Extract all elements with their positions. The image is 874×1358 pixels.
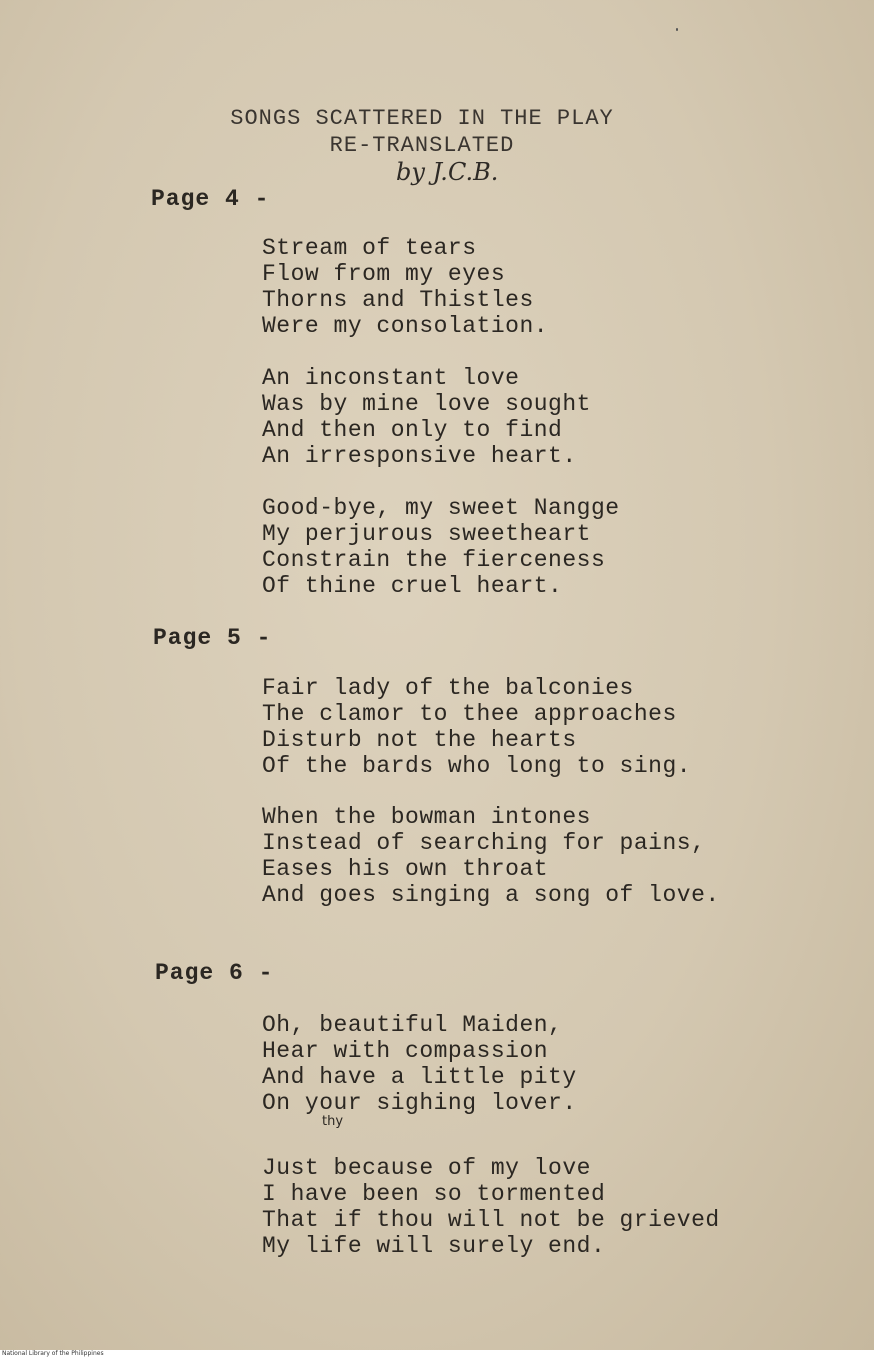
verse-line: Thorns and Thistles [262, 287, 534, 313]
footer-credit: National Library of the Philippines [0, 1350, 874, 1358]
verse-line: Good-bye, my sweet Nangge [262, 495, 620, 521]
verse-line: Flow from my eyes [262, 261, 506, 287]
verse-line: And goes singing a song of love. [262, 882, 720, 908]
verse-line: And then only to find [262, 417, 563, 443]
verse-line: Fair lady of the balconies [262, 675, 634, 701]
ink-speck [676, 28, 678, 31]
verse-line: Just because of my love [262, 1155, 591, 1181]
verse-line: When the bowman intones [262, 804, 591, 830]
verse-line: Were my consolation. [262, 313, 549, 339]
verse-line: That if thou will not be grieved [262, 1207, 720, 1233]
verse-line: Oh, beautiful Maiden, [262, 1012, 563, 1038]
stanza-p4-3 [262, 495, 620, 599]
verse-line: Instead of searching for pains, [262, 830, 706, 856]
verse-line: Disturb not the hearts [262, 727, 577, 753]
verse-line: Of thine cruel heart. [262, 573, 563, 599]
verse-line: On your sighing lover. [262, 1090, 577, 1116]
verse-line: Eases his own throat [262, 856, 549, 882]
handwritten-correction: thy [322, 1114, 344, 1129]
handwritten-signature: by J.C.B. [396, 158, 499, 186]
verse-line: Of the bards who long to sing. [262, 753, 692, 779]
verse-line: Hear with compassion [262, 1038, 549, 1064]
document-subtitle: RE-TRANSLATED [329, 133, 515, 158]
verse-line: My life will surely end. [262, 1233, 606, 1259]
stanza-p4-2 [262, 365, 591, 469]
verse-line: I have been so tormented [262, 1181, 606, 1207]
stanza-p6-1 [262, 1012, 577, 1116]
verse-line: The clamor to thee approaches [262, 701, 677, 727]
stanza-p4-1 [262, 235, 548, 339]
verse-line: Was by mine love sought [262, 391, 591, 417]
page-label-4: Page 4 - [151, 186, 270, 212]
page-label-6: Page 6 - [155, 960, 274, 986]
verse-line: And have a little pity [262, 1064, 577, 1090]
verse-line: My perjurous sweetheart [262, 521, 591, 547]
verse-line: Constrain the fierceness [262, 547, 606, 573]
stanza-p6-2 [262, 1155, 720, 1259]
page-label-5: Page 5 - [153, 625, 272, 651]
document-title: SONGS SCATTERED IN THE PLAY [230, 106, 614, 131]
verse-line: An inconstant love [262, 365, 520, 391]
verse-line: Stream of tears [262, 235, 477, 261]
stanza-p5-2 [262, 804, 720, 908]
verse-line: An irresponsive heart. [262, 443, 577, 469]
stanza-p5-1 [262, 675, 691, 779]
